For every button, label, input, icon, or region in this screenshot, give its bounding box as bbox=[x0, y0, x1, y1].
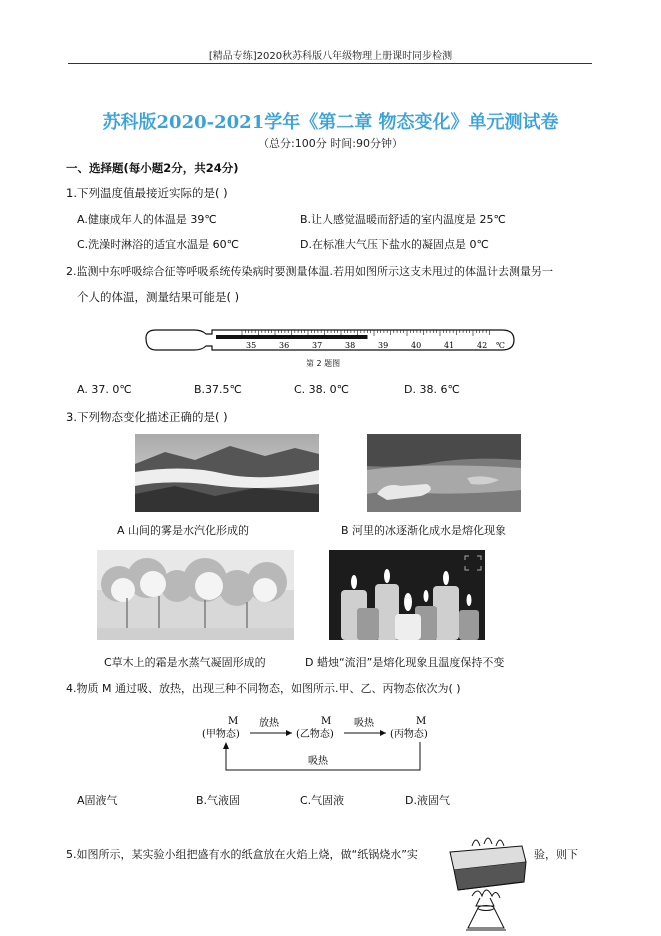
question-2-option-d: D. 38. 6℃ bbox=[404, 383, 460, 396]
option-a-caption: A 山间的雾是水汽化形成的 bbox=[117, 524, 250, 537]
mercury-column bbox=[216, 335, 368, 339]
m-label-3: M bbox=[416, 716, 427, 727]
question-3-stem: 3.下列物态变化描述正确的是( ) bbox=[66, 410, 228, 424]
state-change-diagram bbox=[196, 712, 446, 776]
state-bing: (丙物态) bbox=[390, 729, 428, 740]
state-yi: (乙物态) bbox=[296, 729, 334, 740]
thermometer-tick-label: 35 bbox=[246, 341, 257, 350]
fog-mountain-photo bbox=[135, 434, 319, 512]
question-2-option-a: A. 37. 0℃ bbox=[77, 383, 132, 396]
question-5-stem-right: 验，则下 bbox=[534, 848, 578, 861]
option-c-caption: C草木上的霜是水蒸气凝固形成的 bbox=[104, 656, 266, 669]
question-4-option-d: D.液固气 bbox=[405, 794, 450, 807]
question-4-option-a: A固液气 bbox=[77, 794, 118, 807]
question-4-option-c: C.气固液 bbox=[300, 794, 345, 807]
option-d-caption: D 蜡烛“流泪”是熔化现象且温度保持不变 bbox=[305, 656, 505, 669]
question-5-stem-left: 5.如图所示，某实验小组把盛有水的纸盒放在火焰上烧，做“纸锅烧水”实 bbox=[66, 848, 418, 861]
m-label-1: M bbox=[228, 716, 239, 727]
thermometer-unit: ℃ bbox=[496, 341, 505, 350]
thermometer-tick-label: 41 bbox=[444, 341, 455, 350]
exam-subtitle: （总分:100分 时间:90分钟） bbox=[258, 137, 403, 150]
frosted-trees-photo bbox=[97, 550, 294, 640]
arrow-label-fangre: 放热 bbox=[259, 718, 279, 729]
question-1-option-a: A.健康成年人的体温是 39℃ bbox=[77, 213, 217, 226]
question-2-stem-line1: 2.监测中东呼吸综合征等呼吸系统传染病时要测量体温.若用如图所示这支未甩过的体温计去测量另一 bbox=[66, 265, 553, 278]
thermometer-tick-label: 42 bbox=[477, 341, 488, 350]
thermometer-tick-label: 37 bbox=[312, 341, 323, 350]
thermometer-tick-label: 40 bbox=[411, 341, 422, 350]
question-1-option-d: D.在标准大气压下盐水的凝固点是 0℃ bbox=[300, 238, 489, 251]
question-4-option-b: B.气液固 bbox=[196, 794, 241, 807]
thermometer-tick-label: 36 bbox=[279, 341, 290, 350]
exam-title: 苏科版2020-2021学年《第二章 物态变化》单元测试卷 bbox=[102, 112, 559, 133]
figure-2-caption: 第 2 题图 bbox=[306, 359, 341, 368]
question-1-stem: 1.下列温度值最接近实际的是( ) bbox=[66, 186, 228, 200]
question-4-stem: 4.物质 M 通过吸、放热，出现三种不同物态，如图所示.甲、乙、丙物态依次为( ) bbox=[66, 682, 461, 695]
question-1-option-c: C.洗澡时淋浴的适宜水温是 60℃ bbox=[77, 238, 240, 251]
question-1-option-b: B.让人感觉温暖而舒适的室内温度是 25℃ bbox=[300, 213, 506, 226]
m-label-2: M bbox=[321, 716, 332, 727]
page-header: [精品专练]2020秋苏科版八年级物理上册课时同步检测 bbox=[208, 51, 453, 62]
question-2-stem-line2: 个人的体温，测量结果可能是( ) bbox=[77, 290, 240, 304]
section-heading: 一、选择题(每小题2分，共24分) bbox=[66, 161, 239, 175]
thermometer-figure bbox=[140, 318, 520, 358]
paper-pot-figure bbox=[442, 826, 534, 934]
arrow-label-xire-1: 吸热 bbox=[354, 718, 374, 729]
thermometer-tick-label: 38 bbox=[345, 341, 356, 350]
thermometer-outline bbox=[146, 330, 514, 350]
option-b-caption: B 河里的冰逐渐化成水是熔化现象 bbox=[341, 524, 507, 537]
thermometer-tick-label: 39 bbox=[378, 341, 389, 350]
question-2-option-c: C. 38. 0℃ bbox=[294, 383, 350, 396]
question-2-option-b: B.37.5℃ bbox=[194, 383, 242, 396]
arrow-label-xire-2: 吸热 bbox=[308, 756, 328, 767]
state-jia: (甲物态) bbox=[202, 729, 240, 740]
candles-photo bbox=[329, 550, 485, 640]
header-divider bbox=[68, 63, 592, 64]
melting-ice-river-photo bbox=[367, 434, 521, 512]
